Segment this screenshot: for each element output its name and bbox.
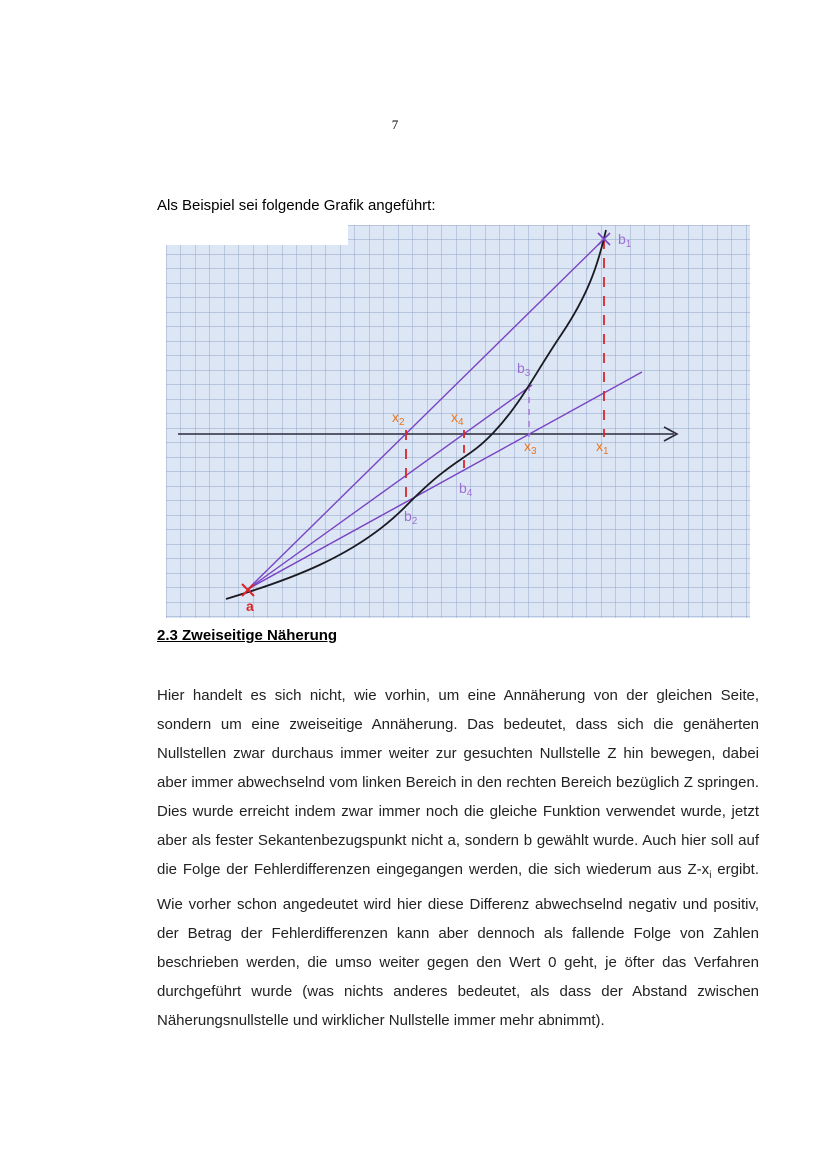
label-x4: $x_4$ xyxy=(451,409,464,428)
body-paragraph xyxy=(157,681,759,1035)
label-b2: $b_2$ xyxy=(404,508,418,527)
label-b1: $b_1$ xyxy=(618,231,632,250)
figure-svg xyxy=(166,225,750,618)
label-x1: $x_1$ xyxy=(596,438,609,457)
label-b4: $b_4$ xyxy=(459,480,473,499)
section-heading: 2.3 Zweiseitige Näherung xyxy=(157,627,338,644)
label-b3: $b_3$ xyxy=(517,360,531,379)
label-a: a xyxy=(246,598,254,614)
label-x2: $x_2$ xyxy=(392,409,405,428)
intro-text: Als Beispiel sei folgende Grafik angeführt: xyxy=(157,197,436,214)
body-text-part2: ergibt. Wie vorher schon angedeutet wird hier diese Differenz abwechselnd negativ und positiv, der Betrag der Fehlerdifferenzen kann aber dennoch als fallende Folge von Zahlen beschrieben werden, die umso weiter gegen den Wert 0 geht, je öfter das Verfahren durchgeführt wurde (was nichts anderes bedeutet, als dass der Abstand zwischen Näherungsnullstelle und wirklicher Nullstelle immer mehr abnimmt). xyxy=(157,861,759,1029)
body-text-subscript: i xyxy=(709,870,712,881)
label-x3: $x_3$ xyxy=(524,438,537,457)
graph-paper-grid-top xyxy=(348,225,750,245)
graph-paper-grid xyxy=(166,245,750,618)
page-number: 7 xyxy=(391,117,399,132)
secant-method-figure xyxy=(166,225,750,618)
body-text-part1: Hier handelt es sich nicht, wie vorhin, um eine Annäherung von der gleichen Seite, sondern um eine zweiseitige Annäherung. Das bedeutet, dass sich die genäherten Nullstellen zwar durchaus immer weiter zur gesuchten Nullstelle Z hin bewegen, dabei aber immer abwechselnd vom linken Bereich in den rechten Bereich bezüglich Z springen. Dies wurde erreicht indem zwar immer noch die gleiche Funktion verwendet wurde, jetzt aber als fester Sekantenbezugspunkt nicht a, sondern b gewählt wurde. Auch hier soll auf die Folge der Fehlerdifferenzen eingegangen werden, die sich wiederum aus Z-x xyxy=(157,687,759,878)
